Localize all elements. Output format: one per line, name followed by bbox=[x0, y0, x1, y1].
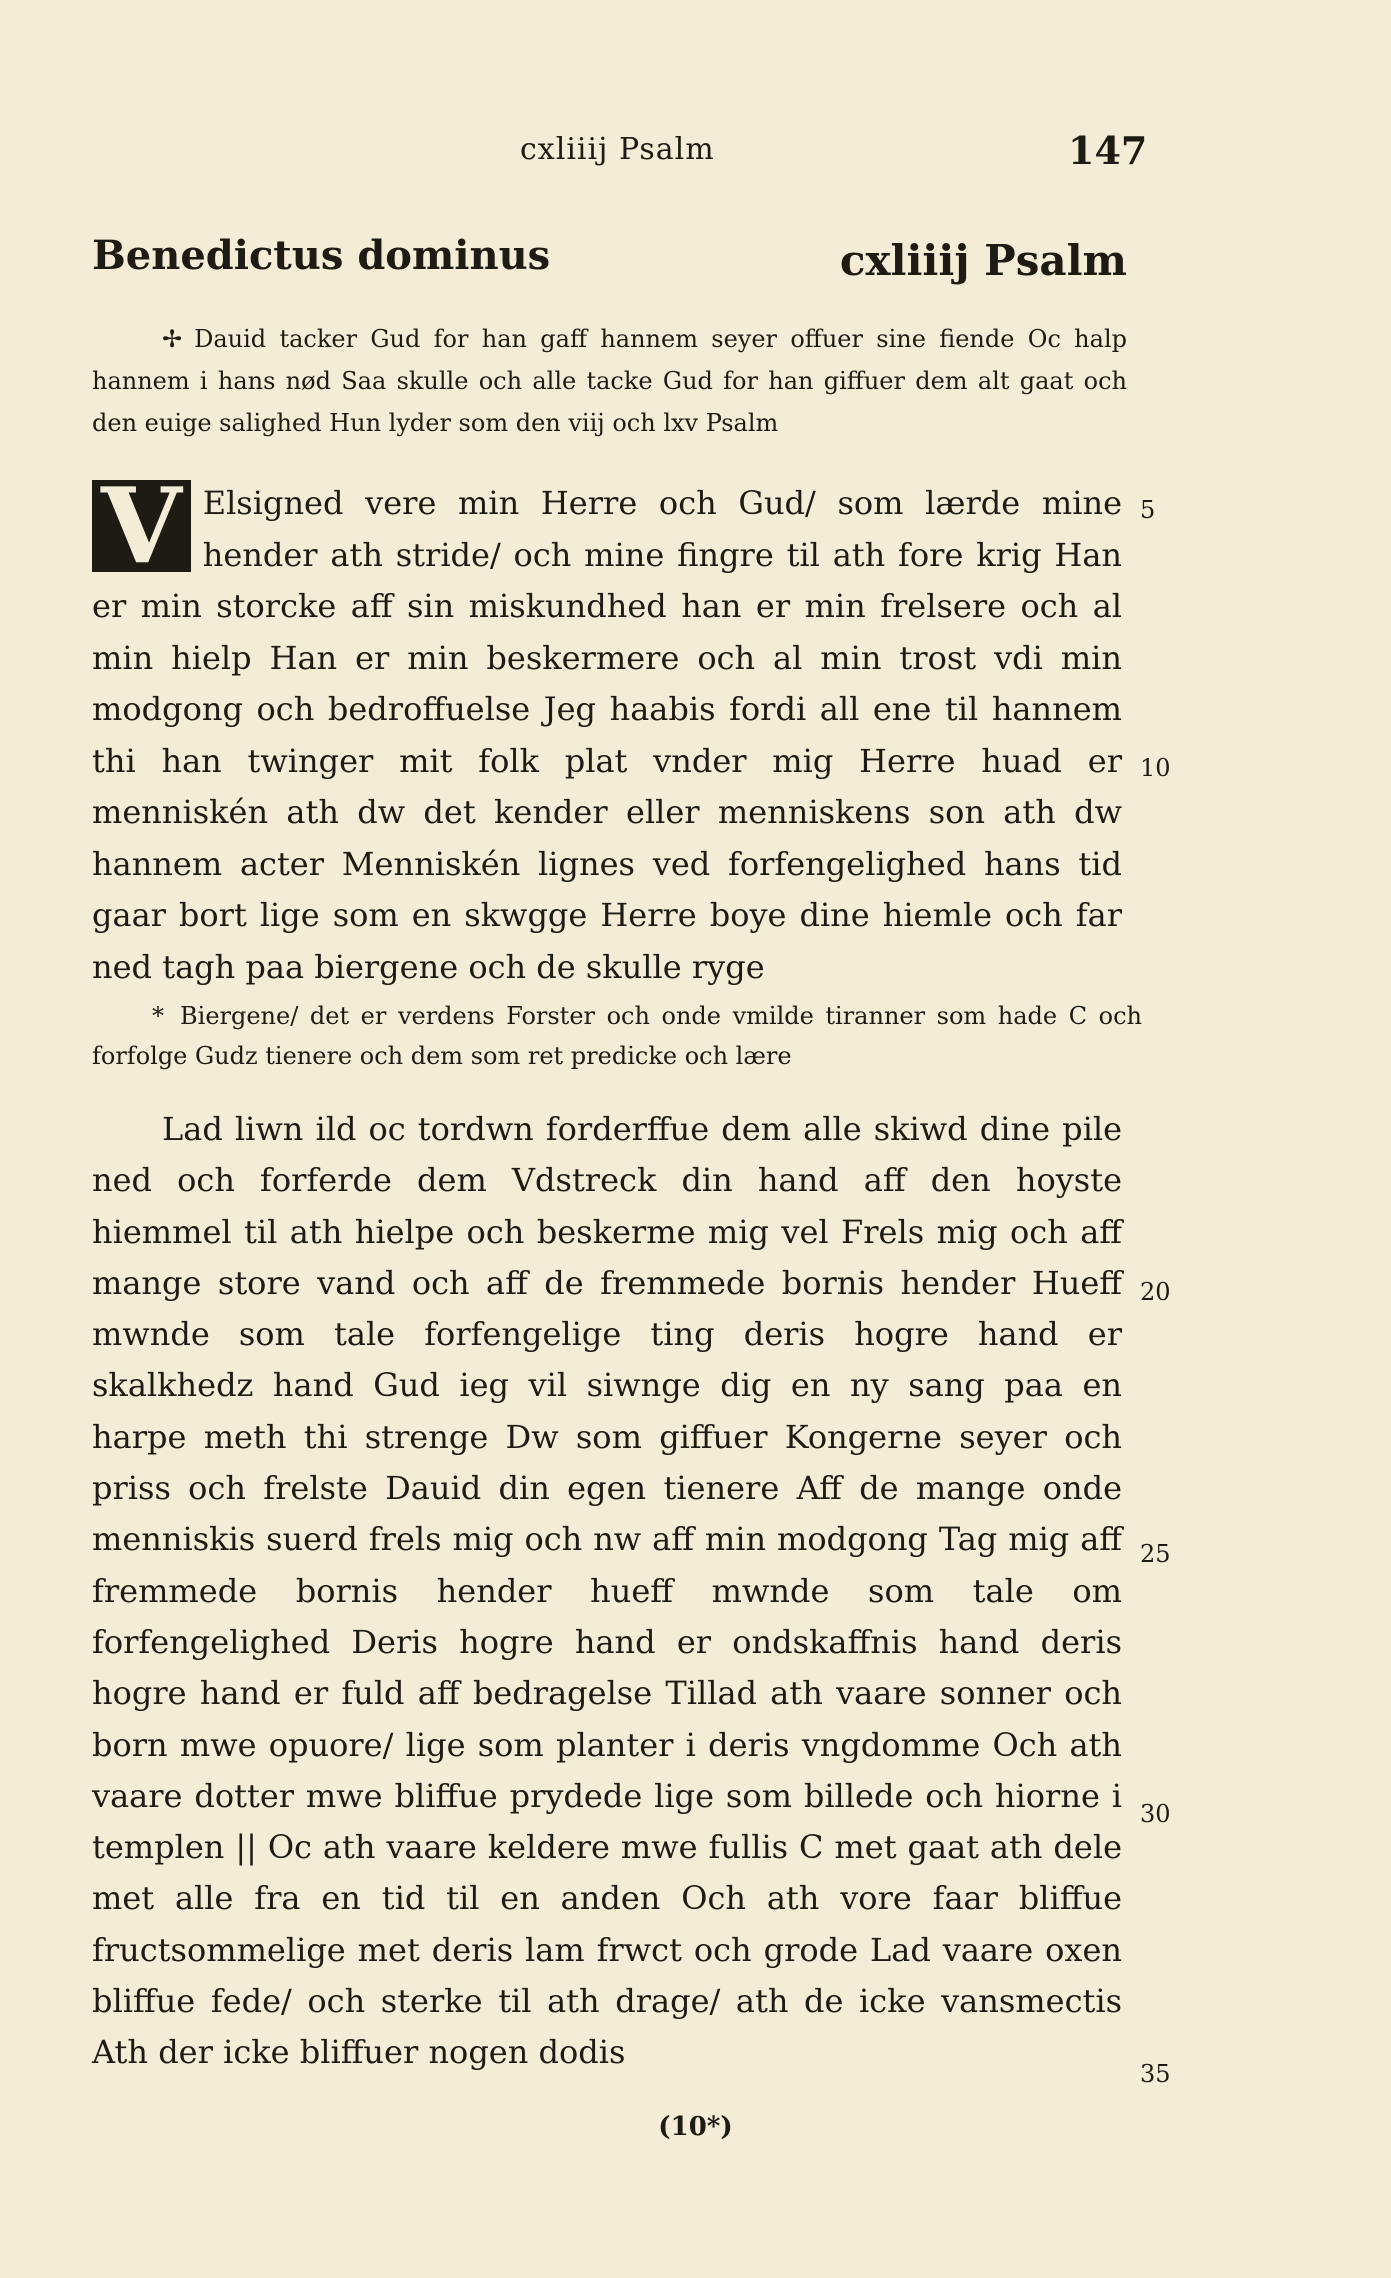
psalm-text-part1 bbox=[92, 464, 1122, 993]
psalm-incipit: Benedictus dominus bbox=[92, 232, 551, 279]
line-number: 10 bbox=[1140, 754, 1171, 782]
marginal-gloss bbox=[92, 996, 1142, 1076]
signature-mark: (10*) bbox=[658, 2112, 733, 2142]
line-number: 25 bbox=[1140, 1540, 1171, 1568]
line-number: 35 bbox=[1140, 2060, 1171, 2088]
gloss-star: * bbox=[152, 1002, 164, 1030]
line-number: 5 bbox=[1140, 496, 1156, 524]
drop-cap: V bbox=[92, 480, 191, 572]
cross-mark-icon: ✢ bbox=[162, 325, 183, 353]
line-number: 20 bbox=[1140, 1278, 1171, 1306]
line-number: 30 bbox=[1140, 1800, 1171, 1828]
psalm-text-part2 bbox=[92, 1104, 1122, 2079]
psalm-opening-text: Elsigned vere min Herre och Gud/ som lærde mine hender ath stride/ och mine fingre til ath fore krig Han er min storcke aff sin miskundhed han er min frelsere och al min hielp Han er min beskermere och al min trost vdi min modgong och bedroffuelse Jeg haabis fordi all ene til hannem thi han twinger mit folk plat vnder mig Herre huad er menniskén ath dw det kender eller menniskens son ath dw hannem acter Menniskén lignes ved forfengelighed hans tid gaar bort lige som en skwgge Herre boye dine hiemle och far ned tagh paa biergene och de skulle ryge bbox=[92, 484, 1122, 986]
psalm-continuation-text: Lad liwn ild oc tordwn forderffue dem alle skiwd dine pile ned och forferde dem Vdstreck din hand aff den hoyste hiemmel til ath hielpe och beskerme mig vel Frels mig och aff mange store vand och aff de fremmede bornis hender Hueff mwnde som tale forfengelige ting deris hogre hand er skalkhedz hand Gud ieg vil siwnge dig en ny sang paa en harpe meth thi strenge Dw som giffuer Kongerne seyer och priss och frelste Dauid din egen tienere Aff de mange onde menniskis suerd frels mig och nw aff min modgong Tag mig aff fremmede bornis hender hueff mwnde som tale om forfengelighed Deris hogre hand er ondskaffnis hand deris hogre hand er fuld aff bedragelse Tillad ath vaare sonner och born mwe opuore/ lige som planter i deris vngdomme Och ath vaare dotter mwe bliffue prydede lige som billede och hiorne i templen || Oc ath vaare keldere mwe fullis C met gaat ath dele met alle fra en tid til en anden Och ath vore faar bliffue fructsommelige met deris lam frwct och grode Lad vaare oxen bliffue fede/ och sterke til ath drage/ ath de icke vansmectis Ath der icke bliffuer nogen dodis bbox=[92, 1110, 1122, 2072]
psalm-heading bbox=[92, 232, 1127, 292]
running-head-title: cxliiij Psalm bbox=[520, 132, 715, 167]
page-number: 147 bbox=[1068, 128, 1148, 173]
argument-text: Dauid tacker Gud for han gaff hannem seyer offuer sine fiende Oc halp hannem i hans nød Saa skulle och alle tacke Gud for han giffuer dem alt gaat och den euige salighed Hun lyder som den viij och lxv Psalm bbox=[92, 325, 1127, 437]
indent-space bbox=[92, 1110, 162, 1148]
psalm-number: cxliiij Psalm bbox=[839, 236, 1127, 285]
gloss-text: Biergene/ det er verdens Forster och onde vmilde tiranner som hade C och forfolge Gudz tienere och dem som ret predicke och lære bbox=[92, 1002, 1142, 1070]
psalm-argument bbox=[92, 318, 1127, 444]
